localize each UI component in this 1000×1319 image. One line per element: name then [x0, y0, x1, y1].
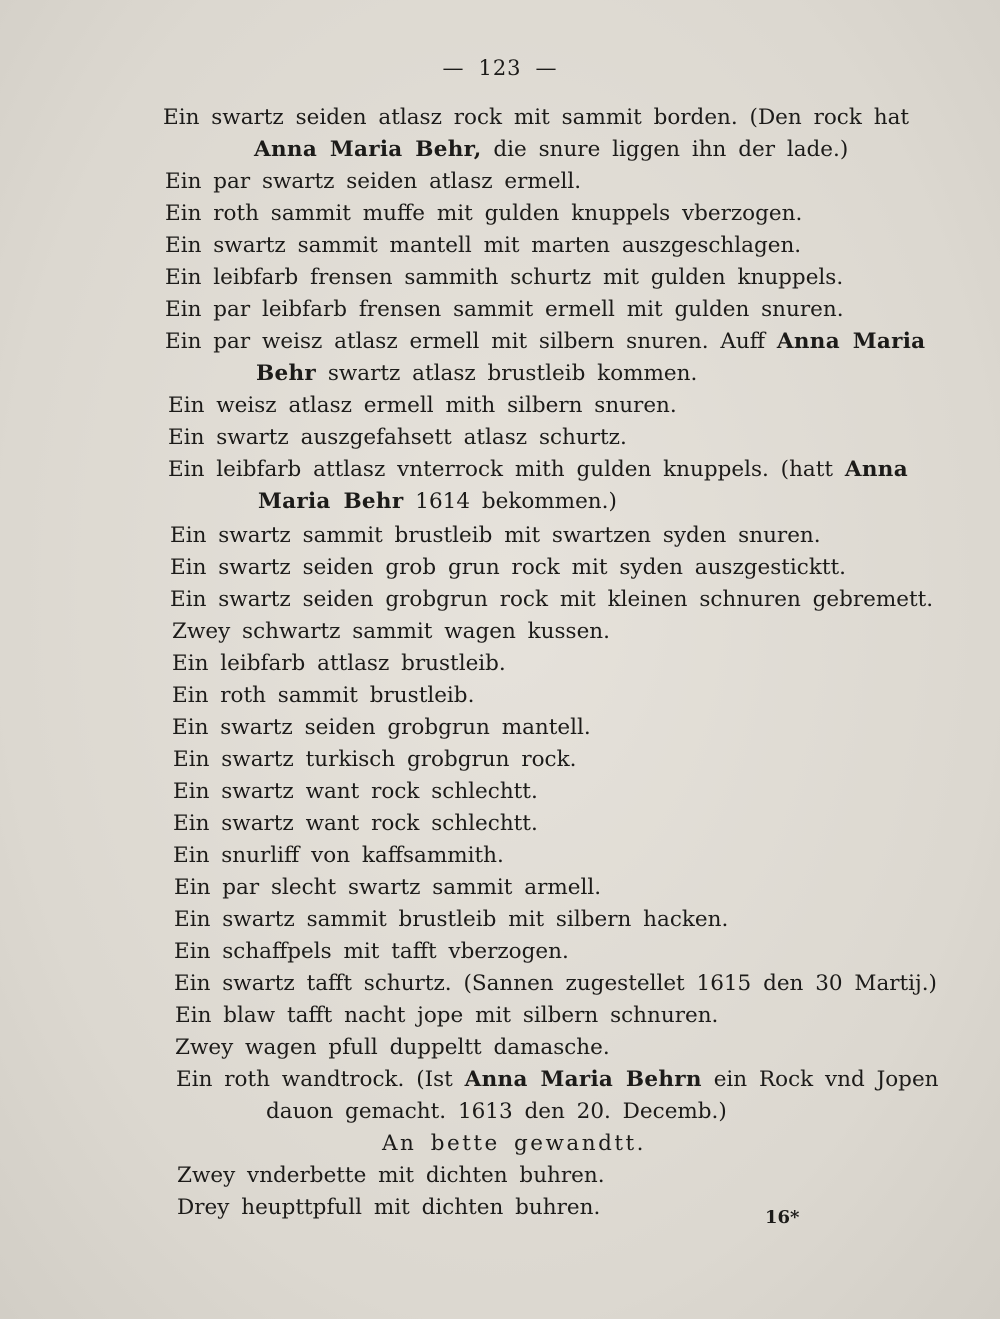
- text-line: [165, 296, 844, 324]
- line-text: Ein blaw tafft nacht jope mit silbern schnuren.: [175, 1003, 719, 1028]
- heading-text: An bette gewandtt.: [382, 1131, 646, 1156]
- text-line: [174, 906, 728, 934]
- page-number: 123: [478, 56, 522, 80]
- signature-mark: 16*: [765, 1207, 800, 1228]
- text-line: [172, 650, 506, 678]
- dash-right: —: [535, 56, 558, 80]
- line-text: Ein leibfarb attlasz brustleib.: [172, 651, 506, 676]
- line-text: Ein swartz seiden grobgrun rock mit kleinen schnuren gebremett.: [170, 587, 934, 612]
- text-line: [165, 232, 801, 260]
- line-text: Ein swartz want rock schlechtt.: [173, 811, 538, 836]
- text-line: [165, 328, 925, 356]
- text-line: [174, 970, 937, 998]
- line-text: Ein par swartz seiden atlasz ermell.: [165, 169, 582, 194]
- line-text: 1614 bekommen.): [403, 489, 617, 514]
- line-text: Ein swartz seiden atlasz rock mit sammit borden. (Den rock hat: [163, 105, 910, 130]
- line-text: Ein par leibfarb frensen sammit ermell mit gulden snuren.: [165, 297, 844, 322]
- line-text: Ein leibfarb frensen sammith schurtz mit gulden knuppels.: [165, 265, 844, 290]
- line-text: Ein swartz auszgefahsett atlasz schurtz.: [168, 425, 627, 450]
- text-line: [266, 1098, 727, 1126]
- text-line: [173, 778, 538, 806]
- line-text: Zwey schwartz sammit wagen kussen.: [172, 619, 610, 644]
- text-line: [177, 1194, 600, 1222]
- text-line: [176, 1066, 939, 1094]
- text-line: [172, 714, 591, 742]
- name-bold: Maria Behr: [258, 489, 404, 514]
- section-heading: [382, 1130, 646, 1158]
- text-line: [254, 136, 848, 164]
- text-line: [175, 1002, 718, 1030]
- text-line: [168, 392, 677, 420]
- line-text: ein Rock vnd Jopen: [701, 1067, 939, 1092]
- text-line: [173, 810, 538, 838]
- line-text: swartz atlasz brustleib kommen.: [316, 361, 698, 386]
- name-bold: Anna Maria: [776, 329, 926, 354]
- name-bold: Behr: [256, 361, 317, 386]
- text-line: [173, 842, 504, 870]
- line-text: die snure liggen ihn der lade.): [481, 137, 849, 162]
- line-text: Ein weisz atlasz ermell mith silbern snuren.: [168, 393, 677, 418]
- line-text: Ein roth wandtrock. (Ist: [176, 1067, 465, 1092]
- line-text: Zwey vnderbette mit dichten buhren.: [177, 1163, 605, 1188]
- text-line: [173, 746, 576, 774]
- text-line: [165, 200, 802, 228]
- line-text: Ein swartz want rock schlechtt.: [173, 779, 538, 804]
- line-text: Zwey wagen pfull duppeltt damasche.: [175, 1035, 610, 1060]
- text-line: [175, 1034, 610, 1062]
- text-line: [170, 554, 846, 582]
- text-line: [170, 586, 933, 614]
- text-line: [168, 424, 627, 452]
- line-text: Ein swartz seiden grob grun rock mit syden auszgesticktt.: [170, 555, 846, 580]
- line-text: Ein swartz sammit brustleib mit swartzen syden snuren.: [170, 523, 821, 548]
- line-text: Ein par weisz atlasz ermell mit silbern snuren. Auff: [165, 329, 777, 354]
- line-text: Drey heupttpfull mit dichten buhren.: [177, 1195, 601, 1220]
- text-line: [177, 1162, 605, 1190]
- text-line: [165, 168, 581, 196]
- line-text: Ein swartz sammit mantell mit marten auszgeschlagen.: [165, 233, 802, 258]
- line-text: Ein swartz turkisch grobgrun rock.: [173, 747, 577, 772]
- line-text: Ein schaffpels mit tafft vberzogen.: [174, 939, 569, 964]
- name-bold: Anna: [844, 457, 908, 482]
- line-text: Ein swartz tafft schurtz. (Sannen zugestellet 1615 den 30 Martij.): [174, 971, 937, 996]
- line-text: Ein roth sammit muffe mit gulden knuppels vberzogen.: [165, 201, 803, 226]
- page-number-header: [0, 56, 1000, 80]
- name-bold: Anna Maria Behr,: [254, 137, 482, 162]
- name-bold: Anna Maria Behrn: [464, 1067, 702, 1092]
- line-text: Ein par slecht swartz sammit armell.: [174, 875, 602, 900]
- line-text: Ein snurliff von kaffsammith.: [173, 843, 504, 868]
- text-line: [170, 522, 821, 550]
- text-line: [172, 618, 610, 646]
- line-text: Ein swartz seiden grobgrun mantell.: [172, 715, 591, 740]
- line-text: Ein roth sammit brustleib.: [172, 683, 475, 708]
- line-text: dauon gemacht. 1613 den 20. Decemb.): [266, 1099, 727, 1124]
- text-line: [256, 360, 697, 388]
- line-text: Ein leibfarb attlasz vnterrock mith gulden knuppels. (hatt: [168, 457, 845, 482]
- text-line: [168, 456, 908, 484]
- text-line: [258, 488, 617, 516]
- text-line: [163, 104, 909, 132]
- dash-left: —: [442, 56, 465, 80]
- text-line: [172, 682, 474, 710]
- text-line: [174, 938, 569, 966]
- text-line: [174, 874, 601, 902]
- line-text: Ein swartz sammit brustleib mit silbern hacken.: [174, 907, 729, 932]
- text-line: [165, 264, 843, 292]
